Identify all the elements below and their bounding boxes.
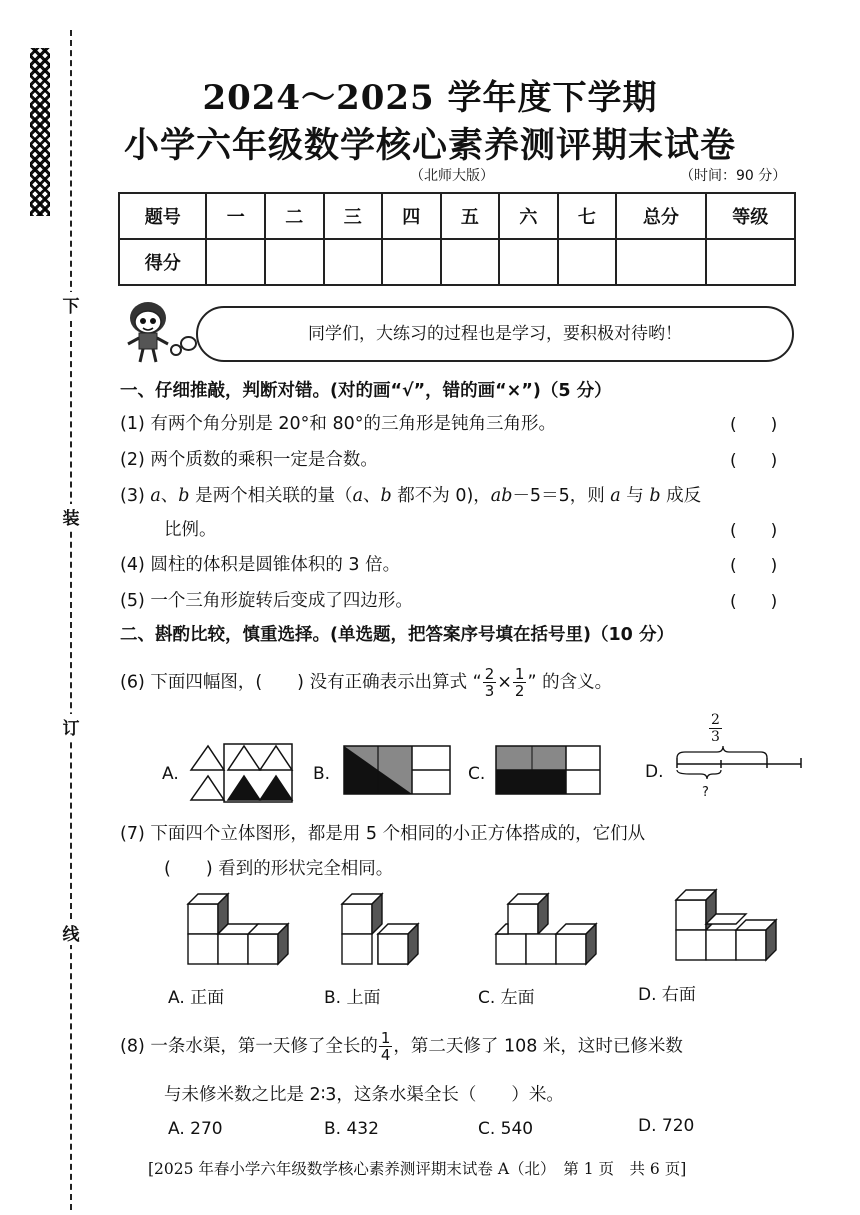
q8-option-a: A. 270 [168,1119,223,1139]
q3-var: a [610,486,621,506]
q3-part: 成反 [660,486,702,506]
q3-part: －5＝5，则 [512,486,611,506]
question-3-line1 [120,482,701,507]
encouragement-bubble: 同学们，大练习的过程也是学习，要积极对待哟！ [196,306,794,362]
q6-d-fraction [709,712,722,745]
q6-option-d-label: D. [645,762,664,782]
exam-title-year: 2024～2025 学年度下学期 [202,78,658,118]
time-label: （时间：90 分） [680,168,787,184]
edition-label: （北师大版） [410,168,494,184]
score-header-cell: 四 [382,193,441,239]
q7-option-c: C. 左面 [478,988,535,1008]
question-3-line2: 比例。 [164,520,217,540]
cartoon-child-icon [118,296,178,366]
question-4: (4) 圆柱的体积是圆锥体积的 3 倍。 [120,555,401,575]
q3-part: 与 [620,486,650,506]
q7-option-b: B. 上面 [324,988,381,1008]
fraction-1-2 [513,666,527,699]
score-header-cell: 题号 [119,193,206,239]
q3-var: b [649,486,661,506]
score-table [118,192,796,286]
score-table-header-row [119,193,795,239]
binding-char-zhuang: 装 [62,504,80,529]
score-row-label: 得分 [119,239,206,285]
score-header-cell: 三 [324,193,383,239]
answer-paren-q2[interactable]: ( ) [730,451,778,471]
q6-figure-a-triangles [188,742,294,804]
q7-option-d: D. 右面 [638,985,696,1005]
score-cell[interactable] [441,239,500,285]
question-6 [120,666,612,699]
q3-part: 、 [363,486,381,506]
frac-num: 1 [514,665,525,683]
q6-figure-c-rectangle [494,744,602,796]
q3-var: b [178,486,190,506]
q7-figure-a-cubes [186,888,296,968]
score-cell[interactable] [265,239,324,285]
question-5: (5) 一个三角形旋转后变成了四边形。 [120,591,413,611]
q3-var: ab [490,486,513,506]
q8-option-d: D. 720 [638,1116,695,1136]
frac-den: 3 [484,682,495,700]
q3-part: (3) [120,486,151,506]
question-1: (1) 有两个角分别是 20°和 80°的三角形是钝角三角形。 [120,414,557,434]
score-cell[interactable] [616,239,705,285]
question-8-line2: 与未修米数之比是 2∶3，这条水渠全长（ ）米。 [164,1085,564,1105]
score-cell[interactable] [558,239,617,285]
frac-num: 2 [484,665,495,683]
binding-char-xia: 下 [62,292,80,317]
q3-var: a [352,486,363,506]
q6-figure-b-rectangle [342,744,452,796]
score-table-score-row [119,239,795,285]
bubble-tail-dot [180,336,197,351]
q3-part: 、 [160,486,179,506]
q7-figure-c-cubes [494,888,604,968]
score-cell[interactable] [382,239,441,285]
page-footer: [2025 年春小学六年级数学核心素养测评期末试卷 A（北） 第 1 页 共 6 页] [148,1160,687,1178]
score-header-cell: 七 [558,193,617,239]
score-header-cell: 总分 [616,193,705,239]
question-7-line1: (7) 下面四个立体图形，都是用 5 个相同的小正方体搭成的，它们从 [120,824,646,844]
q7-option-a: A. 正面 [168,988,225,1008]
score-cell[interactable] [499,239,558,285]
q8-text: ，第二天修了 108 米，这时已修米数 [393,1036,683,1057]
q3-var: b [380,486,392,506]
score-header-cell: 等级 [706,193,795,239]
frac-den: 3 [711,729,720,745]
question-8-line1 [120,1030,683,1063]
question-7-line2: ( ) 看到的形状完全相同。 [164,859,394,879]
score-header-cell: 二 [265,193,324,239]
score-header-cell: 五 [441,193,500,239]
frac-den: 4 [380,1046,391,1064]
q7-figure-d-cubes [674,884,784,968]
fraction-1-4 [379,1030,393,1063]
score-cell[interactable] [324,239,383,285]
fraction-2-3 [483,666,497,699]
q6-figure-d-number-line [675,744,805,784]
q8-option-b: B. 432 [324,1119,379,1139]
section1-heading: 一、仔细推敲，判断对错。(对的画“√”，错的画“×”)（5 分） [120,381,612,401]
q6-text: ” 的含义。 [527,672,613,693]
q6-text: (6) 下面四幅图，( ) 没有正确表示出算式 “ [120,672,482,693]
binding-char-xian: 线 [62,920,80,945]
exam-title-main: 小学六年级数学核心素养测评期末试卷 [123,126,736,166]
score-cell[interactable] [706,239,795,285]
q3-part: 都不为 0)， [391,486,491,506]
binding-dashed-line [70,30,72,1210]
q6-d-question-mark: ? [702,785,709,800]
frac-den: 2 [514,682,525,700]
q8-option-c: C. 540 [478,1119,534,1139]
score-header-cell: 六 [499,193,558,239]
binding-char-ding: 订 [62,714,80,739]
q6-option-b-label: B. [313,764,331,784]
q3-part: 是两个相关联的量（ [189,486,353,506]
answer-paren-q3[interactable]: ( ) [730,521,778,541]
frac-num: 2 [711,712,720,728]
q7-figure-b-cubes [340,888,450,968]
question-2: (2) 两个质数的乘积一定是合数。 [120,450,378,470]
q3-var: a [150,486,161,506]
q6-option-a-label: A. [162,764,179,784]
q6-option-c-label: C. [468,764,486,784]
q8-text: (8) 一条水渠，第一天修了全长的 [120,1036,378,1057]
score-header-cell: 一 [206,193,265,239]
answer-paren-q4[interactable]: ( ) [730,556,778,576]
frac-num: 1 [380,1029,391,1047]
score-cell[interactable] [206,239,265,285]
answer-paren-q5[interactable]: ( ) [730,592,778,612]
section2-heading: 二、斟酌比较，慎重选择。(单选题，把答案序号填在括号里)（10 分） [120,625,674,645]
answer-paren-q1[interactable]: ( ) [730,415,778,435]
times-sign: × [497,672,512,693]
